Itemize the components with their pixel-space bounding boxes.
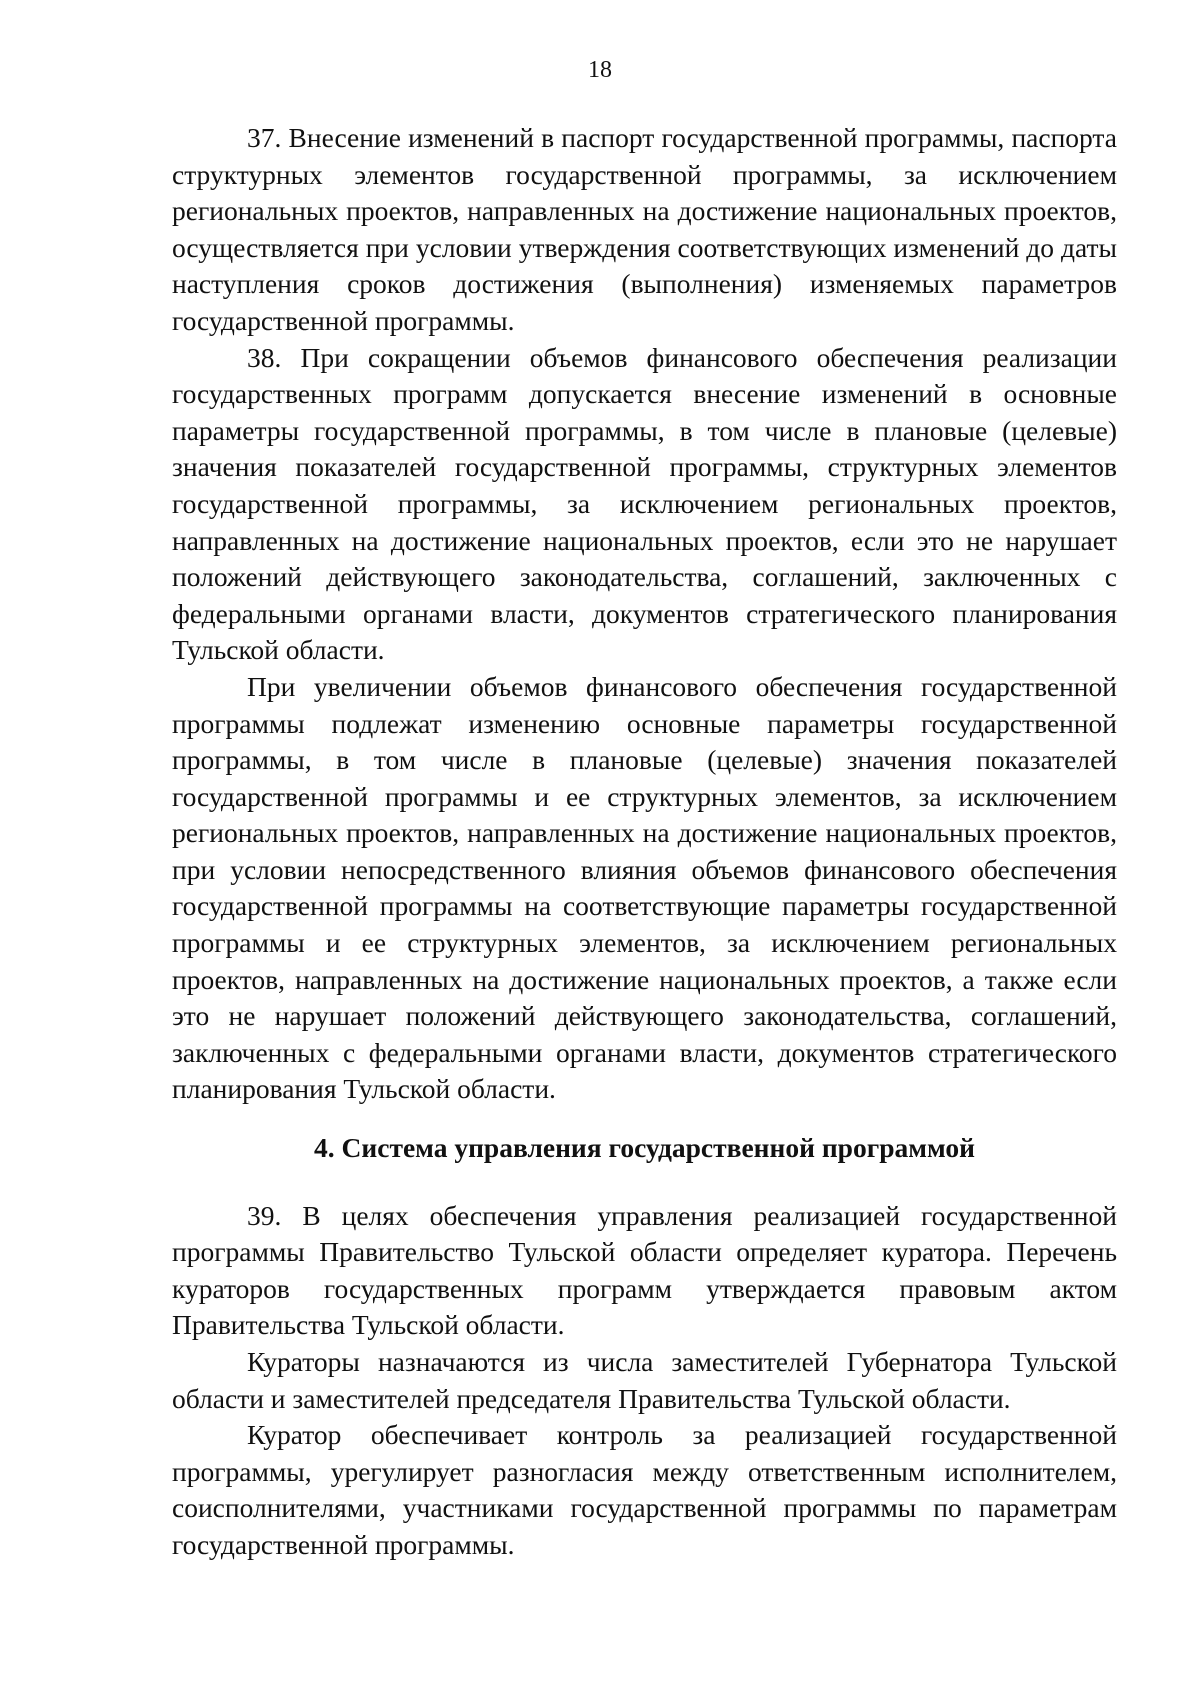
paragraph-39-curator-duties: Куратор обеспечивает контроль за реализацией государственной программы, урегулирует разногласия между ответственным исполнителем, соисполнителями, участниками государственной программы по параметрам государственной программы. — [172, 1419, 1117, 1560]
paragraph-38-continued: При увеличении объемов финансового обеспечения государственной программы подлежат изменению основные параметры государственной программы, в том числе в плановые (целевые) значения показателей государственной программы и ее структурных элементов, за исключением региональных проектов, направленных на достижение национальных проектов, при условии непосредственного влияния объемов финансового обеспечения государственной программы на соответствующие параметры государственной программы и ее структурных элементов, за исключением региональных проектов, направленных на достижение национальных проектов, а также если это не нарушает положений действующего законодательства, соглашений, заключенных с федеральными органами власти, документов стратегического планирования Тульской области. — [172, 670, 1117, 1105]
section-heading: 4. Система управления государственной программой — [314, 1132, 975, 1164]
page-number: 18 — [588, 57, 612, 83]
document-body — [172, 120, 1117, 1564]
paragraph-39-curators-appointment: Кураторы назначаются из числа заместителей Губернатора Тульской области и заместителей председателя Правительства Тульской области. — [172, 1346, 1117, 1414]
paragraph-39: 39. В целях обеспечения управления реализацией государственной программы Правительство Тульской области определяет куратора. Перечень кураторов государственных программ утверждается правовым актом Правительства Тульской области. — [172, 1199, 1117, 1341]
paragraph-38: 38. При сокращении объемов финансового обеспечения реализации государственных программ допускается внесение изменений в основные параметры государственной программы, в том числе в плановые (целевые) значения показателей государственной программы, структурных элементов государственной программы, за исключением региональных проектов, направленных на достижение национальных проектов, если это не нарушает положений действующего законодательства, соглашений, заключенных с федеральными органами власти, документов стратегического планирования Тульской области. — [172, 341, 1117, 666]
paragraph-37: 37. Внесение изменений в паспорт государственной программы, паспорта структурных элементов государственной программы, за исключением региональных проектов, направленных на достижение национальных проектов, осуществляется при условии утверждения соответствующих изменений до даты наступления сроков достижения (выполнения) изменяемых параметров государственной программы. — [172, 122, 1117, 336]
